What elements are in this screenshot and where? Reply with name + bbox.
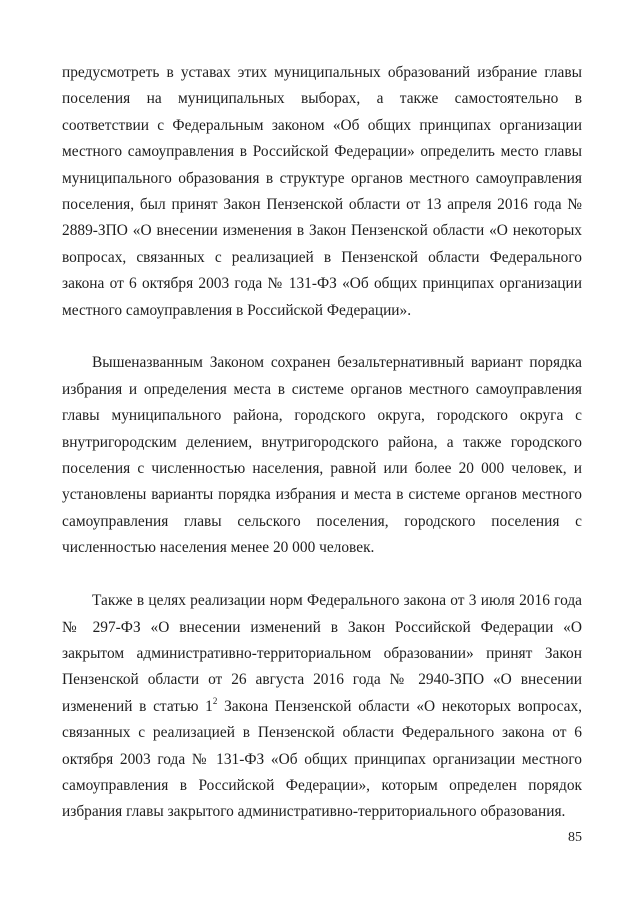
superscript-article-number: 2 xyxy=(212,695,218,706)
page-number: 85 xyxy=(568,830,582,845)
paragraph-3 xyxy=(62,588,582,826)
paragraph-1: предусмотреть в уставах этих муниципальных образований избрание главы поселения на муниципальных выборах, а также самостоятельно в соответствии с Федеральным законом «Об общих принципах организации местного самоуправления в Российской Федерации» определить место главы муниципального образования в структуре органов местного самоуправления поселения, был принят Закон Пензенской области от 13 апреля 2016 года № 2889-ЗПО «О внесении изменения в Закон Пензенской области «О некоторых вопросах, связанных с реализацией в Пензенской области Федерального закона от 6 октября 2003 года № 131-ФЗ «Об общих принципах организации местного самоуправления в Российской Федерации». xyxy=(62,64,582,319)
paragraph-2: Вышеназванным Законом сохранен безальтернативный вариант порядка избрания и определения места в системе органов местного самоуправления главы муниципального района, городского округа, городского округа с внутригородским делением, внутригородского района, а также городского поселения с численностью населения, равной или более 20 000 человек, и установлены варианты порядка избрания и места в системе органов местного самоуправления главы сельского поселения, городского поселения с численностью населения менее 20 000 человек. xyxy=(62,354,582,557)
body-text xyxy=(62,60,582,826)
paragraph-3-text-after: Закона Пензенской области «О некоторых вопросах, связанных с реализацией в Пензенской области Федерального закона от 6 октября 2003 года № 131-ФЗ «Об общих принципах организации местного самоуправления в Российской Федерации», которым определен порядок избрания главы закрытого административно-территориального образования. xyxy=(62,697,582,821)
paragraph-3-text-before: Также в целях реализации норм Федерального закона от 3 июля 2016 года № 297-ФЗ «О внесении изменений в Закон Российской Федерации «О закрытом административно-территориальном образовании» принят Закон Пензенской области от 26 августа 2016 года № 2940-ЗПО «О внесении изменений в статью 1 xyxy=(62,592,582,715)
